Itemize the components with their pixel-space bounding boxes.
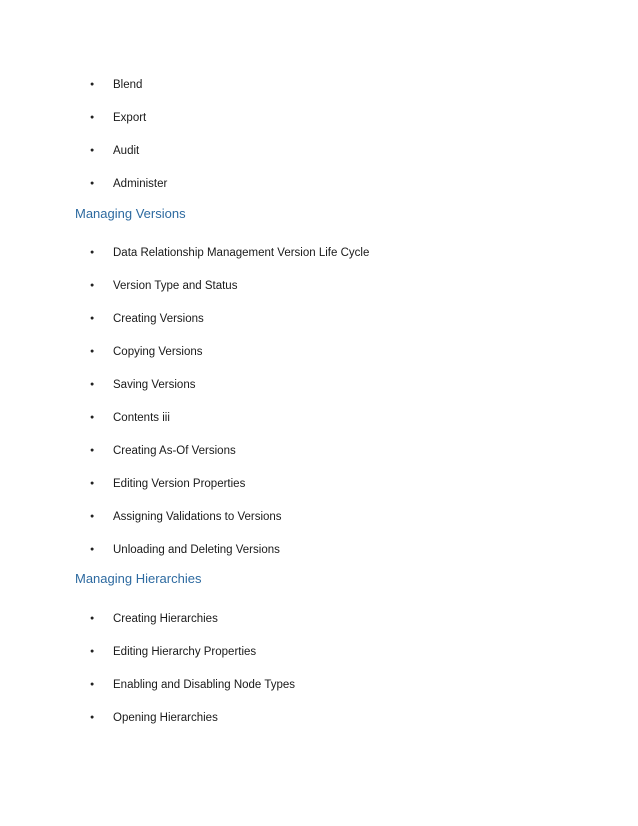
bullet-icon: ● — [90, 480, 95, 487]
bullet-icon: ● — [90, 546, 95, 553]
list-item-label: Creating As-Of Versions — [113, 445, 236, 457]
list-item-label: Blend — [113, 79, 143, 91]
bullet-icon: ● — [90, 681, 95, 688]
section-heading-managing-hierarchies: Managing Hierarchies — [75, 571, 202, 586]
bullet-icon: ● — [90, 315, 95, 322]
list-item — [0, 408, 600, 428]
list-item-label: Contents iii — [113, 412, 170, 424]
list-item — [0, 141, 600, 161]
list-item — [0, 309, 600, 329]
bullet-icon: ● — [90, 282, 95, 289]
list-item-label: Enabling and Disabling Node Types — [113, 679, 295, 691]
list-item — [0, 108, 600, 128]
list-item — [0, 75, 600, 95]
list-item — [0, 375, 600, 395]
bullet-icon: ● — [90, 714, 95, 721]
bullet-icon: ● — [90, 249, 95, 256]
list-item-label: Audit — [113, 145, 140, 157]
list-item-label: Creating Versions — [113, 313, 204, 325]
list-item-label: Saving Versions — [113, 379, 196, 391]
bullet-icon: ● — [90, 414, 95, 421]
list-item — [0, 675, 600, 695]
list-item — [0, 243, 600, 263]
list-item — [0, 441, 600, 461]
bullet-icon: ● — [90, 114, 95, 121]
list-item-label: Editing Version Properties — [113, 478, 246, 490]
list-item-label: Data Relationship Management Version Life Cycle — [113, 247, 370, 259]
list-item-label: Version Type and Status — [113, 280, 238, 292]
list-item — [0, 642, 600, 662]
list-item — [0, 540, 600, 560]
list-item — [0, 609, 600, 629]
list-item — [0, 507, 600, 527]
list-item-label: Assigning Validations to Versions — [113, 511, 282, 523]
list-item — [0, 474, 600, 494]
list-item — [0, 708, 600, 728]
list-item-label: Administer — [113, 178, 168, 190]
list-item-label: Creating Hierarchies — [113, 613, 218, 625]
bullet-icon: ● — [90, 147, 95, 154]
bullet-icon: ● — [90, 615, 95, 622]
list-item-label: Opening Hierarchies — [113, 712, 218, 724]
bullet-icon: ● — [90, 513, 95, 520]
list-item-label: Export — [113, 112, 147, 124]
bullet-icon: ● — [90, 381, 95, 388]
bullet-icon: ● — [90, 648, 95, 655]
bullet-icon: ● — [90, 81, 95, 88]
bullet-icon: ● — [90, 348, 95, 355]
bullet-icon: ● — [90, 447, 95, 454]
list-item-label: Editing Hierarchy Properties — [113, 646, 257, 658]
list-item — [0, 342, 600, 362]
bullet-icon: ● — [90, 180, 95, 187]
list-item-label: Copying Versions — [113, 346, 203, 358]
section-heading-managing-versions: Managing Versions — [75, 206, 186, 221]
list-item — [0, 276, 600, 296]
list-item-label: Unloading and Deleting Versions — [113, 544, 280, 556]
list-item — [0, 174, 600, 194]
